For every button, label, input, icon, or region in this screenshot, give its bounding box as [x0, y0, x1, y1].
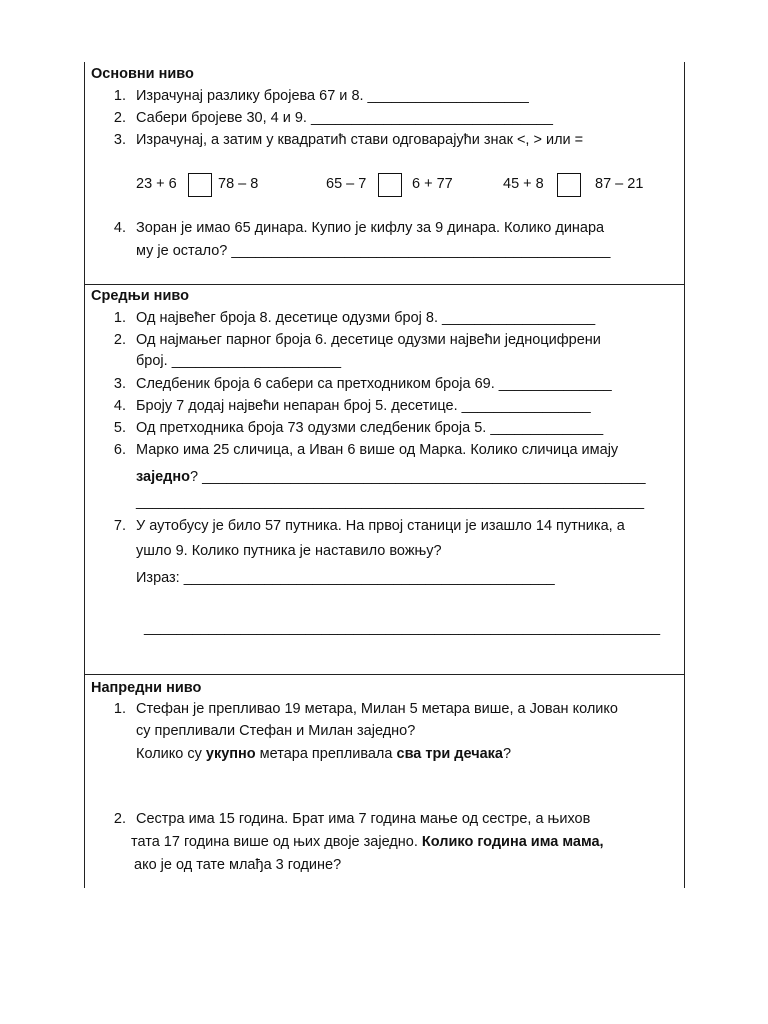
comparison-right: 87 – 21	[595, 176, 644, 192]
task-text: Следбеник броја 6 сабери са претходником броја 69. ______________	[136, 376, 612, 392]
task-text: Колико су	[136, 746, 206, 762]
answer-box[interactable]	[378, 173, 402, 197]
section-title-basic: Основни ниво	[91, 66, 194, 82]
task-text: тата 17 година више од њих двоје заједно.	[131, 834, 422, 850]
item-number: 1.	[113, 701, 126, 717]
section-divider-1	[84, 284, 685, 285]
task-text: Од највећег броја 8. десетице одузми број 8. ___________________	[136, 310, 596, 326]
task-text: Марко има 25 сличица, а Иван 6 више од Марка. Колико сличица имају	[136, 442, 619, 458]
comparison-left: 45 + 8	[503, 176, 544, 192]
item-number: 4.	[113, 398, 126, 414]
expression-line: Израз: ______________________________________________	[136, 570, 555, 586]
item-number: 3.	[113, 132, 126, 148]
answer-box[interactable]	[188, 173, 212, 197]
answer-line: ________________________________________________________________	[144, 620, 661, 636]
item-number: 5.	[113, 420, 126, 436]
item-number: 7.	[113, 518, 126, 534]
comparison-left: 23 + 6	[136, 176, 177, 192]
frame-left-border	[84, 62, 85, 888]
item-number: 1.	[113, 88, 126, 104]
emphasis-text: укупно	[205, 746, 256, 762]
task-text: метара препливала	[255, 746, 397, 762]
emphasis-text: сва три дечака	[396, 746, 503, 762]
item-number: 2.	[113, 811, 126, 827]
item-number: 3.	[113, 376, 126, 392]
task-text: У аутобусу је било 57 путника. На првој станици је изашло 14 путника, а	[136, 518, 625, 534]
item-number: 1.	[113, 310, 126, 326]
task-text: Зоран је имао 65 динара. Купио је кифлу за 9 динара. Колико динара	[136, 220, 605, 236]
task-text	[136, 745, 511, 763]
comparison-left: 65 – 7	[326, 176, 367, 192]
answer-box[interactable]	[557, 173, 581, 197]
comparison-right: 6 + 77	[412, 176, 453, 192]
task-text: ? _______________________________________________________	[190, 469, 646, 485]
task-text: су препливали Стефан и Милан заједно?	[136, 723, 416, 739]
task-text: број. _____________________	[136, 353, 342, 369]
section-title-middle: Средњи ниво	[91, 288, 189, 304]
section-divider-2	[84, 674, 685, 675]
task-text	[131, 833, 604, 851]
frame-right-border	[684, 62, 685, 888]
task-text: Од претходника броја 73 одузми следбеник броја 5. ______________	[136, 420, 604, 436]
task-text: Стефан је препливао 19 метара, Милан 5 метара више, а Јован колико	[136, 701, 618, 717]
task-text: ушло 9. Колико путника је наставило вожњу?	[136, 543, 442, 559]
item-number: 6.	[113, 442, 126, 458]
answer-line: _______________________________________________________________	[136, 494, 645, 510]
comparison-right: 78 – 8	[218, 176, 259, 192]
item-number: 4.	[113, 220, 126, 236]
item-number: 2.	[113, 110, 126, 126]
task-text: Израчунај разлику бројева 67 и 8. ____________________	[136, 88, 529, 104]
emphasis-text: заједно	[136, 469, 190, 485]
task-text: ако је од тате млађа 3 године?	[134, 857, 342, 873]
task-text: Сестра има 15 година. Брат има 7 година мање од сестре, а њихов	[136, 811, 591, 827]
task-text: Израчунај, а затим у квадратић стави одговарајући знак <, > или =	[136, 132, 584, 148]
task-text: Сабери бројеве 30, 4 и 9. ______________________________	[136, 110, 553, 126]
task-text	[136, 468, 646, 486]
item-number: 2.	[113, 332, 126, 348]
task-text: му је остало? _______________________________________________	[136, 243, 611, 259]
section-title-advanced: Напредни ниво	[91, 680, 202, 696]
task-text: Од најмањег парног броја 6. десетице одузми највећи једноцифрени	[136, 332, 601, 348]
emphasis-text: Колико година има мама,	[421, 834, 604, 850]
task-text: Броју 7 додај највећи непаран број 5. десетице. ________________	[136, 398, 591, 414]
task-text: ?	[503, 746, 512, 762]
